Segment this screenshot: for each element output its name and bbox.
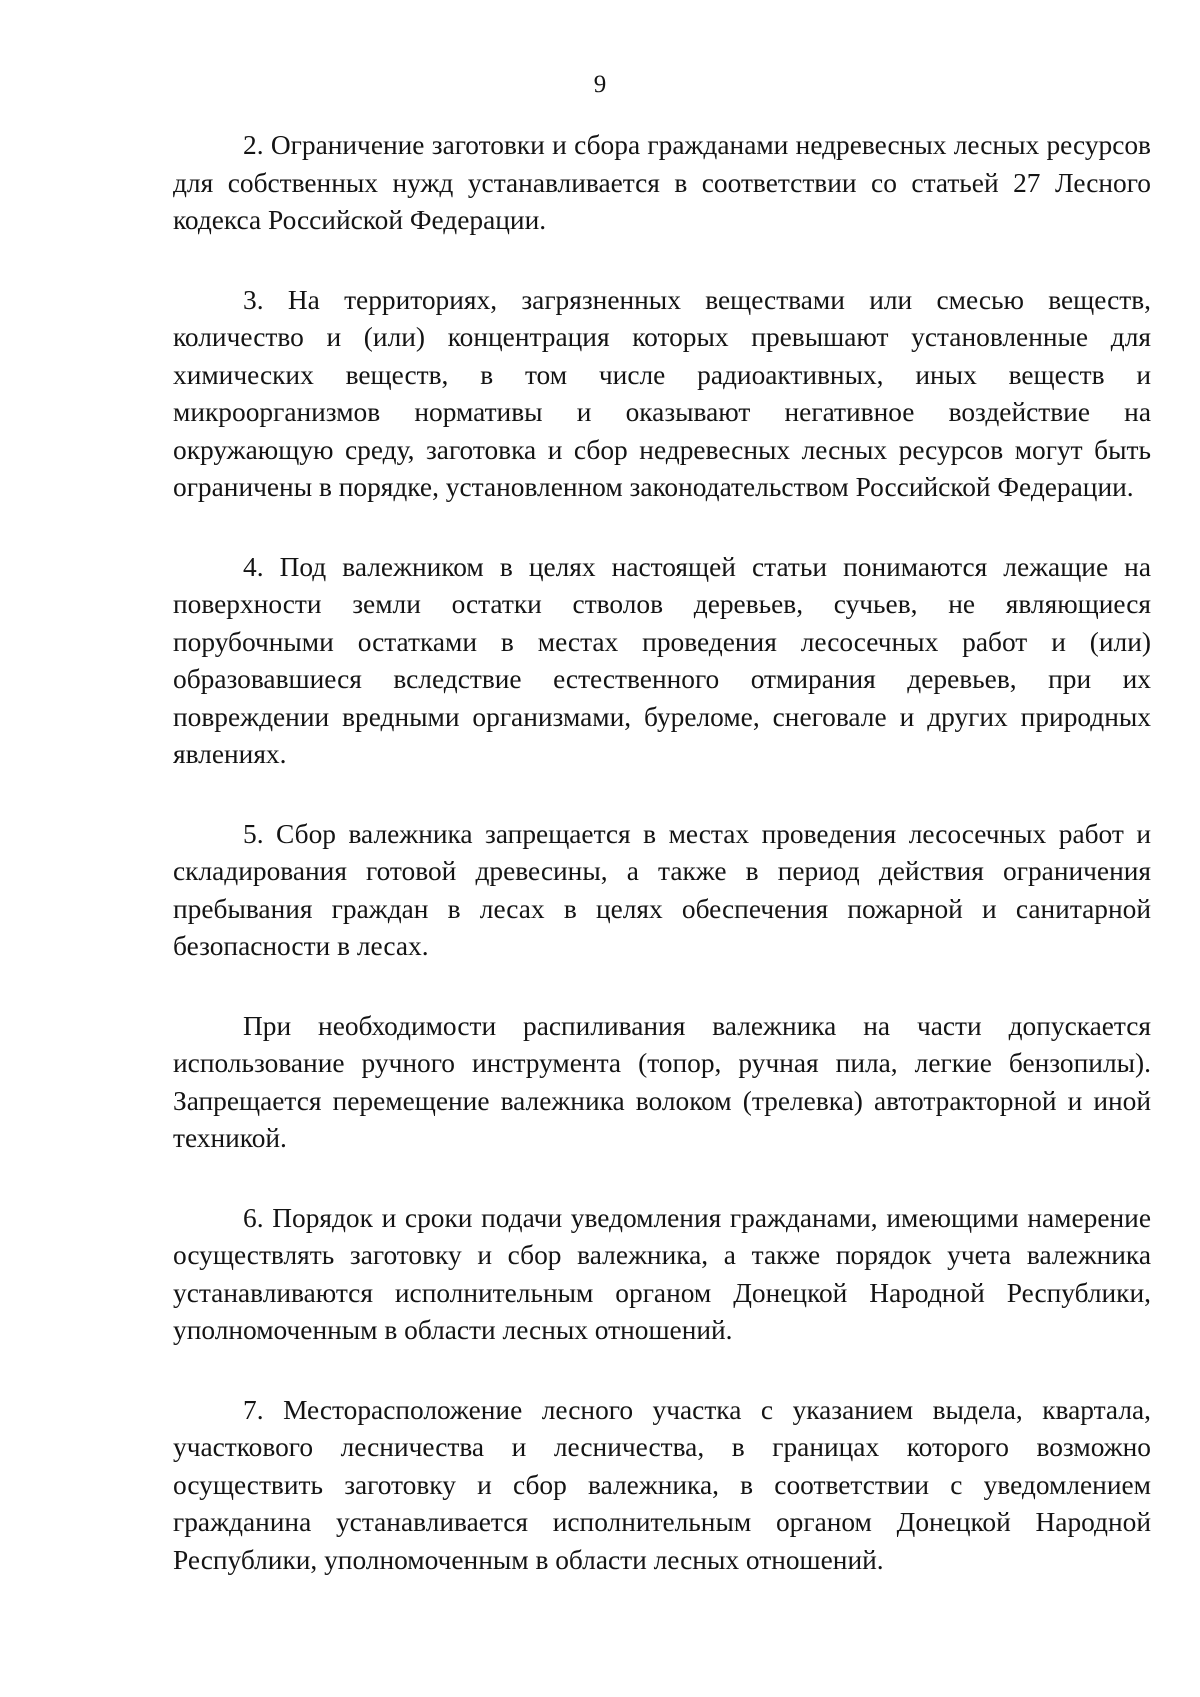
paragraph-clause-2: 2. Ограничение заготовки и сбора гражданами недревесных лесных ресурсов для собственных нужд устанавливается в соответствии со статьей 27 Лесного кодекса Российской Федерации.: [173, 130, 1151, 235]
paragraph-clause-4: 4. Под валежником в целях настоящей статьи понимаются лежащие на поверхности земли остатки стволов деревьев, сучьев, не являющиеся порубочными остатками в местах проведения лесосечных работ и (или) образовавшиеся вследствие естественного отмирания деревьев, при их повреждении вредными организмами, буреломе, снеговале и других природных явлениях.: [173, 551, 1151, 769]
paragraph-clause-7: 7. Месторасположение лесного участка с указанием выдела, квартала, участкового лесничества и лесничества, в границах которого возможно осуществить заготовку и сбор валежника, в соответствии с уведомлением гражданина устанавливается исполнительным органом Донецкой Народной Республики, уполномоченным в области лесных отношений.: [173, 1394, 1151, 1575]
paragraph-clause-3: 3. На территориях, загрязненных веществами или смесью веществ, количество и (или) концентрация которых превышают установленные для химических веществ, в том числе радиоактивных, иных веществ и микроорганизмов нормативы и оказывают негативное воздействие на окружающую среду, заготовка и сбор недревесных лесных ресурсов могут быть ограничены в порядке, установленном законодательством Российской Федерации.: [173, 284, 1151, 502]
document-body: [173, 127, 1151, 1579]
page-number: 9: [593, 71, 607, 98]
paragraph-clause-5: 5. Сбор валежника запрещается в местах проведения лесосечных работ и складирования готовой древесины, а также в период действия ограничения пребывания граждан в лесах в целях обеспечения пожарной и санитарной безопасности в лесах.: [173, 818, 1151, 961]
paragraph-clause-6: 6. Порядок и сроки подачи уведомления гражданами, имеющими намерение осуществлять заготовку и сбор валежника, а также порядок учета валежника устанавливаются исполнительным органом Донецкой Народной Республики, уполномоченным в области лесных отношений.: [173, 1202, 1151, 1345]
paragraph-clause-5-continued: При необходимости распиливания валежника на части допускается использование ручного инструмента (топор, ручная пила, легкие бензопилы). Запрещается перемещение валежника волоком (трелевка) автотракторной и иной техникой.: [173, 1010, 1151, 1153]
